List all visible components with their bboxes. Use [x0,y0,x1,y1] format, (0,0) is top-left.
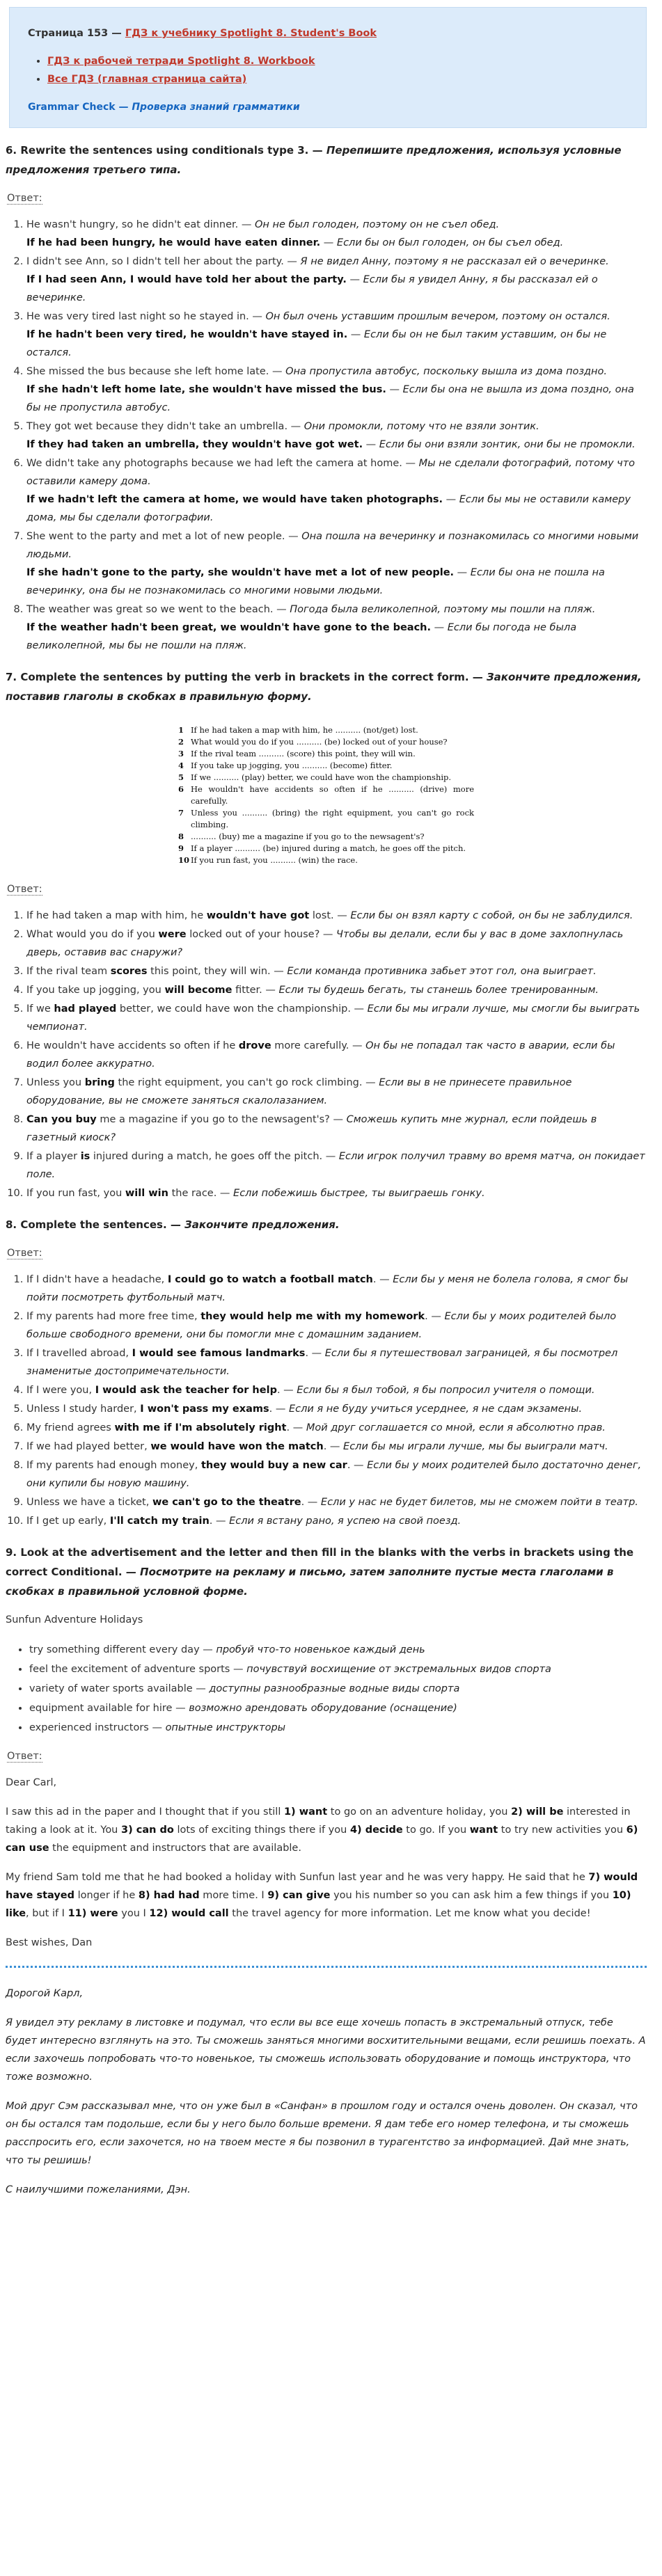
answer-translation: Если бы она не вышла из дома поздно, она бы не пропустила автобус. [26,384,634,413]
sentence-end: . [347,1460,351,1471]
sentence-end: the right equipment, you can't go rock climbing. [118,1077,363,1088]
letter-text: the equipment and instructors that are available. [49,1843,301,1854]
exercise-row [178,772,474,784]
exercise-number: 6 [178,784,184,794]
task-8-answers [26,1271,647,1530]
question-translation: Он не был голоден, поэтому он не съел обед. [255,219,500,230]
ad-item-translation: доступны разнообразные водные виды спорта [209,1683,460,1694]
letter-signature: Best wishes, Dan [6,1937,93,1948]
filled-verb: 11) were [68,1908,118,1919]
sentence-end: locked out of your house? [189,929,320,940]
sentence-end: me a magazine if you go to the newsagent's? [100,1114,330,1125]
translation: Если бы мы играли лучше, мы бы выиграли матч. [343,1441,608,1452]
letter-text: to go. If you [402,1824,470,1836]
translation: Если я встану рано, я успею на свой поезд. [229,1516,462,1527]
list-item: 5. They got wet because they didn't take an umbrella. — Они промокли, потому что не взяли зонтик. If they had taken an umbrella, they wouldn't have got wet. — Если бы они взяли зонтик, они бы не промокли. [26,418,647,454]
filled-verb: 7) would have stayed [6,1872,638,1901]
ad-list [29,1640,647,1738]
list-item: 2. If my parents had more free time, they would help me with my homework. — Если бы у моих родителей было больше свободного времени, они бы помогли мне с домашним заданием. [26,1307,647,1344]
sentence-end: better, we could have won the championship. [119,1003,351,1015]
question-text: I didn't see Ann, so I didn't tell her about the party. [26,256,284,267]
ad-item [29,1679,647,1699]
filled-verb: 12) would call [149,1908,229,1919]
list-item: 4. If you take up jogging, you will become fitter. — Если ты будешь бегать, ты станешь более тренированным. [26,981,647,999]
answer-text: If they had taken an umbrella, they wouldn't have got wet. [26,439,363,450]
filled-answer: scores [110,966,148,977]
exercise-text: If you run fast, you .......... (win) the race. [191,855,358,865]
list-item: 4. She missed the bus because she left home late. — Она пропустила автобус, поскольку вышла из дома поздно. If she hadn't left home late, she wouldn't have missed the bus. — Если бы она не вышла из дома поздно, она бы не пропустила автобус. [26,363,647,417]
sentence-end: . [372,1274,377,1285]
list-item: 7. If we had played better, we would have won the match. — Если бы мы играли лучше, мы бы выиграли матч. [26,1438,647,1456]
exercise-text: He wouldn't have accidents so often if he .......... (drive) more carefully. [191,784,474,806]
list-item: 4. If I were you, I would ask the teacher for help. — Если бы я был тобой, я бы попросил учителя о помощи. [26,1381,647,1399]
translation: Если бы у моих родителей было достаточно денег, они купили бы новую машину. [26,1460,642,1489]
filled-verb: 8) had had [138,1890,200,1901]
sentence-start: If my parents had more free time, [26,1311,198,1322]
question-translation: Я не видел Анну, поэтому я не рассказал ей о вечеринке. [300,256,609,267]
list-item: 6. My friend agrees with me if I'm absolutely right. — Мой друг соглашается со мной, если я абсолютно прав. [26,1419,647,1437]
filled-answer: Can you buy [26,1114,97,1125]
answer-label: Ответ: [7,193,42,204]
sentence-end: . [425,1311,428,1322]
sentence-end: . [269,1404,273,1415]
exercise-row [178,784,474,807]
translation: Если бы он взял карту с собой, он бы не заблудился. [350,910,633,921]
answer-label: Ответ: [7,1248,42,1259]
ad-item [29,1660,647,1679]
answer-translation: Если бы он был голоден, он бы съел обед. [336,237,564,248]
sentence-start: Unless you [26,1077,82,1088]
exercise-row [178,807,474,831]
sentence-start: If we had played better, [26,1441,148,1452]
answer-text: If he hadn't been very tired, he wouldn't have stayed in. [26,329,348,340]
filled-answer: wouldn't have got [206,910,310,921]
translation: Если бы у меня не болела голова, я смог бы пойти посмотреть футбольный матч. [26,1274,629,1303]
exercise-row [178,760,474,772]
exercise-row [178,843,474,854]
answer-text: If she hadn't left home late, she wouldn't have missed the bus. [26,384,386,395]
answer-translation: Если бы они взяли зонтик, они бы не промокли. [379,439,636,450]
ad-item-text: feel the excitement of adventure sports — [29,1664,244,1675]
answer-translation: Если бы мы не оставили камеру дома, мы бы сделали фотографии. [26,494,631,523]
list-item: 1. If he had taken a map with him, he wouldn't have got lost. — Если бы он взял карту с собой, он бы не заблудился. [26,907,647,925]
navigation-box [9,7,647,128]
answer-label: Ответ: [7,1751,42,1762]
ad-item-translation: опытные инструкторы [165,1722,286,1733]
list-item: 8. The weather was great so we went to the beach. — Погода была великолепной, поэтому мы пошли на пляж. If the weather hadn't been great, we wouldn't have gone to the beach. — Если бы погода не была великолепной, мы бы не пошли на пляж. [26,601,647,655]
exercise-text: If the rival team .......... (score) this point, they will win. [191,749,416,758]
filled-answer: we can't go to the theatre [152,1497,301,1508]
sentence-start: If I didn't have a headache, [26,1274,165,1285]
filled-verb: 9) can give [267,1890,331,1901]
translation: Если ты будешь бегать, ты станешь более тренированным. [278,985,599,996]
translation: Сможешь купить мне журнал, если пойдешь в газетный киоск? [26,1114,597,1143]
list-item: 6. He wouldn't have accidents so often if he drove more carefully. — Он бы не попадал так часто в аварии, если бы водил более аккуратно. [26,1037,647,1073]
exercise-number: 1 [178,725,184,735]
exercise-text: If we .......... (play) better, we could have won the championship. [191,772,452,782]
question-translation: Она пошла на вечеринку и познакомилась со многими новыми людьми. [26,531,639,560]
exercise-text: .......... (buy) me a magazine if you go to the newsagent's? [191,832,425,841]
question-text: She went to the party and met a lot of new people. [26,531,285,542]
letter-paragraph-1 [6,1803,647,1857]
list-item: 2. I didn't see Ann, so I didn't tell her about the party. — Я не видел Анну, поэтому я не рассказал ей о вечеринке. If I had seen Ann, I would have told her about the party. — Если бы я увидел Анну, я бы рассказал ей о вечеринке. [26,253,647,307]
answer-translation: Если бы погода не была великолепной, мы бы не пошли на пляж. [26,622,577,651]
list-item: 8. Can you buy me a magazine if you go to the newsagent's? — Сможешь купить мне журнал, если пойдешь в газетный киоск? [26,1111,647,1147]
task-7-title: 7. Complete the sentences by putting the verb in brackets in the correct form. — Закончите предложения, поставив глаголы в скобках в правильную форму. [6,671,642,703]
ad-title: Sunfun Adventure Holidays [6,1614,143,1625]
translation: Если побежишь быстрее, ты выиграешь гонку. [233,1188,485,1199]
letter-text: you his number so you can ask him a few things if you [330,1890,613,1901]
question-translation: Он был очень уставшим прошлым вечером, поэтому он остался. [265,311,610,322]
translation: Если бы я путешествовал заграницей, я бы посмотрел знаменитые достопримечательности. [26,1348,618,1377]
sentence-start: If the rival team [26,966,108,977]
list-item: 1. If I didn't have a headache, I could go to watch a football match. — Если бы у меня не болела голова, я смог бы пойти посмотреть футбольный матч. [26,1271,647,1307]
question-text: The weather was great so we went to the beach. [26,604,274,615]
letter-text: I saw this ad in the paper and I thought that if you still [6,1806,284,1818]
list-item: 10. If I get up early, I'll catch my train. — Если я встану рано, я успею на свой поезд. [26,1512,647,1530]
letter-text: you I [118,1908,150,1919]
letter-text: lots of exciting things there if you [173,1824,350,1836]
letter-paragraph-2 [6,1868,647,1923]
sentence-start: If a player [26,1151,78,1162]
ad-item-translation: пробуй что-то новенькое каждый день [216,1644,425,1655]
filled-answer: they would help me with my homework [200,1311,425,1322]
filled-answer: they would buy a new car [200,1460,347,1471]
ad-item-text: equipment available for hire — [29,1703,186,1714]
translation: Если вы в не принесете правильное оборудование, вы не сможете заняться скалолазанием. [26,1077,572,1106]
filled-verb: 1) want [283,1806,328,1818]
exercise-text: Unless you .......... (bring) the right equipment, you can't go rock climbing. [191,808,474,829]
ad-item-translation: возможно арендовать оборудование (оснащение) [189,1703,457,1714]
answer-translation: Если бы я увидел Анну, я бы рассказал ей о вечеринке. [26,274,598,303]
ad-item [29,1718,647,1738]
sentence-start: If I get up early, [26,1516,107,1527]
translation: Если команда противника забьет этот гол, она выиграет. [287,966,597,977]
list-item: 8. If my parents had enough money, they would buy a new car. — Если бы у моих родителей было достаточно денег, они купили бы новую машину. [26,1456,647,1493]
sentence-end: . [305,1348,309,1359]
student-book-link[interactable]: ГДЗ к учебнику Spotlight 8. Student's Book [125,28,377,39]
divider [6,1966,647,1968]
filled-answer: we would have won the match [150,1441,324,1452]
answer-text: If she hadn't gone to the party, she wouldn't have met a lot of new people. [26,567,455,578]
ru-paragraph-2: Мой друг Сэм рассказывал мне, что он уже был в «Санфан» в прошлом году и остался очень доволен. Он сказал, что он бы остался там подольше, если бы у него было больше времени. Я дам тебе его номер телефона, и ты сможешь расспросить его, если захочется, но на твоем месте я бы позвонил в турагентство за информацией. Дай мне знать, что ты решишь! [6,2101,638,2166]
sentence-start: Unless we have a ticket, [26,1497,150,1508]
letter-greeting: Dear Carl, [6,1777,57,1788]
filled-answer: is [80,1151,90,1162]
filled-answer: bring [84,1077,115,1088]
sentence-end: the race. [171,1188,217,1199]
exercise-number: 8 [178,832,184,841]
exercise-row [178,724,474,736]
page [0,7,662,2576]
filled-answer: with me if I'm absolutely right [114,1422,287,1433]
page-label: Страница 153 — [28,28,122,39]
sentence-end: this point, they will win. [150,966,271,977]
sentence-start: What would you do if you [26,929,155,940]
translation: Если бы у моих родителей было больше свободного времени, они бы помогли мне с домашним заданием. [26,1311,617,1340]
translation: Если бы мы играли лучше, мы смогли бы выиграть чемпионат. [26,1003,640,1033]
answer-text: If we hadn't left the camera at home, we would have taken photographs. [26,494,443,505]
answer-text: If the weather hadn't been great, we wouldn't have gone to the beach. [26,622,432,633]
list-item: 7. Unless you bring the right equipment, you can't go rock climbing. — Если вы в не принесете правильное оборудование, вы не сможете заняться скалолазанием. [26,1074,647,1110]
sentence-end: injured during a match, he goes off the pitch. [93,1151,323,1162]
ad-item-translation: почувствуй восхищение от экстремальных видов спорта [246,1664,551,1675]
ad-item [29,1640,647,1660]
translation: Мой друг соглашается со мной, если я абсолютно прав. [306,1422,606,1433]
filled-answer: drove [238,1040,271,1051]
exercise-row [178,736,474,748]
answer-text: If I had seen Ann, I would have told her about the party. [26,274,347,285]
list-item: 5. If we had played better, we could have won the championship. — Если бы мы играли лучше, мы смогли бы выиграть чемпионат. [26,1000,647,1036]
filled-answer: I won't pass my exams [140,1404,269,1415]
list-item: 3. He was very tired last night so he stayed in. — Он был очень уставшим прошлым вечером, поэтому он остался. If he hadn't been very tired, he wouldn't have stayed in. — Если бы он не был таким уставшим, он бы не остался. [26,308,647,362]
filled-answer: will become [164,985,233,996]
sentence-start: If you run fast, you [26,1188,123,1199]
list-item: 2. What would you do if you were locked out of your house? — Чтобы вы делали, если бы у вас в доме захлопнулась дверь, оставив вас снаружи? [26,925,647,962]
gdz-links [47,52,628,88]
filled-answer: will win [125,1188,168,1199]
task-9-title: 9. Look at the advertisement and the letter and then fill in the blanks with the verbs in brackets using the correct Conditional. — Посмотрите на рекламу и письмо, затем заполните пустые места глаголами в скобках в правильной условной форме. [6,1546,634,1598]
letter-text: interested in taking a look at it. You [6,1806,631,1836]
translation: Если бы я был тобой, я бы попросил учителя о помощи. [297,1385,595,1396]
ru-paragraph-1: Я увидел эту рекламу в листовке и подумал, что если вы все еще хочешь попасть в экстремальный отпуск, тебе будет интересно взглянуть на это. Ты сможешь заняться многими восхитительными вещами, если решишь поехать. А если захочешь попробовать что-то новенькое, ты сможешь использовать оборудование и помощь инструктора, что тоже возможно. [6,2017,646,2083]
exercise-text: If you take up jogging, you .......... (become) fitter. [191,761,393,770]
task-8-title: 8. Complete the sentences. — Закончите предложения. [6,1218,340,1231]
filled-answer: had played [54,1003,117,1015]
sentence-start: If you take up jogging, you [26,985,161,996]
task-6-answers [26,216,647,655]
workbook-link[interactable]: ГДЗ к рабочей тетради Spotlight 8. Workbook [47,56,315,67]
exercise-image [178,724,474,866]
answer-label: Ответ: [7,884,42,895]
sentence-end: . [276,1385,281,1396]
list-item: 5. Unless I study harder, I won't pass my exams. — Если я не буду учиться усерднее, я не сдам экзамены. [26,1400,647,1418]
question-text: They got wet because they didn't take an umbrella. [26,421,288,432]
translation: Если я не буду учиться усерднее, я не сдам экзамены. [288,1404,583,1415]
exercise-text: If a player .......... (be) injured during a match, he goes off the pitch. [191,843,466,853]
answer-text: If he had been hungry, he would have eaten dinner. [26,237,321,248]
question-translation: Они промокли, потому что не взяли зонтик. [304,421,539,432]
filled-verb: 2) will be [511,1806,564,1818]
ad-item-text: variety of water sports available — [29,1683,206,1694]
list-item: 3. If the rival team scores this point, they will win. — Если команда противника забьет этот гол, она выиграет. [26,962,647,980]
translation: Чтобы вы делали, если бы у вас в доме захлопнулась дверь, оставив вас снаружи? [26,929,624,958]
exercise-number: 2 [178,737,184,747]
list-item: 9. Unless we have a ticket, we can't go to the theatre. — Если у нас не будет билетов, мы не сможем пойти в театр. [26,1493,647,1511]
filled-verb: 6) can use [6,1824,638,1854]
ad-item [29,1699,647,1718]
translation: Он бы не попадал так часто в аварии, если бы водил более аккуратно. [26,1040,615,1070]
sentence-start: If I travelled abroad, [26,1348,129,1359]
letter-text: longer if he [74,1890,139,1901]
list-item: 10. If you run fast, you will win the race. — Если побежишь быстрее, ты выиграешь гонку. [26,1184,647,1202]
filled-verb: want [469,1824,498,1836]
ru-greeting: Дорогой Карл, [6,1988,84,1999]
question-translation: Погода была великолепной, поэтому мы пошли на пляж. [290,604,596,615]
ru-signature: С наилучшими пожеланиями, Дэн. [6,2184,191,2195]
task-7-answers [26,907,647,1202]
filled-answer: I would ask the teacher for help [95,1385,277,1396]
translation: Если у нас не будет билетов, мы не сможем пойти в театр. [320,1497,638,1508]
list-item: 1. He wasn't hungry, so he didn't eat dinner. — Он не был голоден, поэтому он не съел обед. If he had been hungry, he would have eaten dinner. — Если бы он был голоден, он бы съел обед. [26,216,647,252]
sentence-end: lost. [312,910,334,921]
exercise-row [178,748,474,760]
letter-text: My friend Sam told me that he had booked a holiday with Sunfun last year and he was very happy. He said that he [6,1872,589,1883]
letter-text: , but if I [26,1908,68,1919]
exercise-row [178,854,474,866]
letter-text: to try new activities you [498,1824,626,1836]
sentence-start: Unless I study harder, [26,1404,137,1415]
sentence-start: If my parents had enough money, [26,1460,198,1471]
question-translation: Она пропустила автобус, поскольку вышла из дома поздно. [285,366,608,377]
filled-answer: I would see famous landmarks [132,1348,306,1359]
translation: Если игрок получил травму во время матча, он покидает поле. [26,1151,645,1180]
list-item: 7. She went to the party and met a lot of new people. — Она пошла на вечеринку и познакомилась со многими новыми людьми. If she hadn't gone to the party, she wouldn't have met a lot of new people. — Если бы она не пошла на вечеринку, она бы не познакомилась со многими новыми людьми. [26,527,647,600]
question-text: She missed the bus because she left home late. [26,366,269,377]
exercise-number: 7 [178,808,184,818]
question-translation: Мы не сделали фотографий, потому что оставили камеру дома. [26,458,636,487]
exercise-number: 3 [178,749,184,758]
filled-verb: 4) decide [349,1824,403,1836]
task-6-title: 6. Rewrite the sentences using conditionals type 3. — Перепишите предложения, используя условные предложения третьего типа. [6,144,622,176]
sentence-end: . [209,1516,213,1527]
question-text: We didn't take any photographs because we had left the camera at home. [26,458,402,469]
list-item: 9. If a player is injured during a match, he goes off the pitch. — Если игрок получил травму во время матча, он покидает поле. [26,1147,647,1184]
exercise-text: If he had taken a map with him, he .......... (not/get) lost. [191,725,418,735]
filled-answer: I could go to watch a football match [167,1274,373,1285]
list-item: 6. We didn't take any photographs because we had left the camera at home. — Мы не сделали фотографий, потому что оставили камеру дома. If we hadn't left the camera at home, we would have taken photographs. — Если бы мы не оставили камеру дома, мы бы сделали фотографии. [26,454,647,527]
ad-item-text: try something different every day — [29,1644,213,1655]
sentence-end: . [286,1422,290,1433]
letter-text: to go on an adventure holiday, you [327,1806,512,1818]
exercise-row [178,831,474,843]
sentence-start: If we [26,1003,51,1015]
exercise-number: 4 [178,761,184,770]
filled-verb: 10) like [6,1890,631,1919]
exercise-text: What would you do if you .......... (be) locked out of your house? [191,737,448,747]
letter-text: more time. I [199,1890,268,1901]
list-item: 3. If I travelled abroad, I would see famous landmarks. — Если бы я путешествовал заграницей, я бы посмотрел знаменитые достопримечательности. [26,1344,647,1381]
answer-translation: Если бы он не был таким уставшим, он бы не остался. [26,329,607,358]
question-text: He was very tired last night so he stayed in. [26,311,249,322]
home-link[interactable]: Все ГДЗ (главная страница сайта) [47,74,247,85]
exercise-number: 9 [178,843,184,853]
sentence-end: . [301,1497,305,1508]
sentence-end: . [323,1441,327,1452]
exercise-number: 10 [178,855,190,865]
sentence-end: more carefully. [274,1040,349,1051]
filled-answer: were [158,929,187,940]
sentence-start: My friend agrees [26,1422,111,1433]
filled-answer: I'll catch my train [109,1516,210,1527]
grammar-check-heading: Grammar Check — Проверка знаний грамматики [28,102,300,113]
sentence-end: fitter. [235,985,262,996]
sentence-start: He wouldn't have accidents so often if he [26,1040,236,1051]
answer-translation: Если бы она не пошла на вечеринку, она бы не познакомилась со многими новыми людьми. [26,567,605,596]
sentence-start: If he had taken a map with him, he [26,910,204,921]
sentence-start: If I were you, [26,1385,93,1396]
filled-verb: 3) can do [121,1824,174,1836]
exercise-number: 5 [178,772,184,782]
question-text: He wasn't hungry, so he didn't eat dinner. [26,219,239,230]
letter-text: the travel agency for more information. Let me know what you decide! [228,1908,591,1919]
ad-item-text: experienced instructors — [29,1722,162,1733]
